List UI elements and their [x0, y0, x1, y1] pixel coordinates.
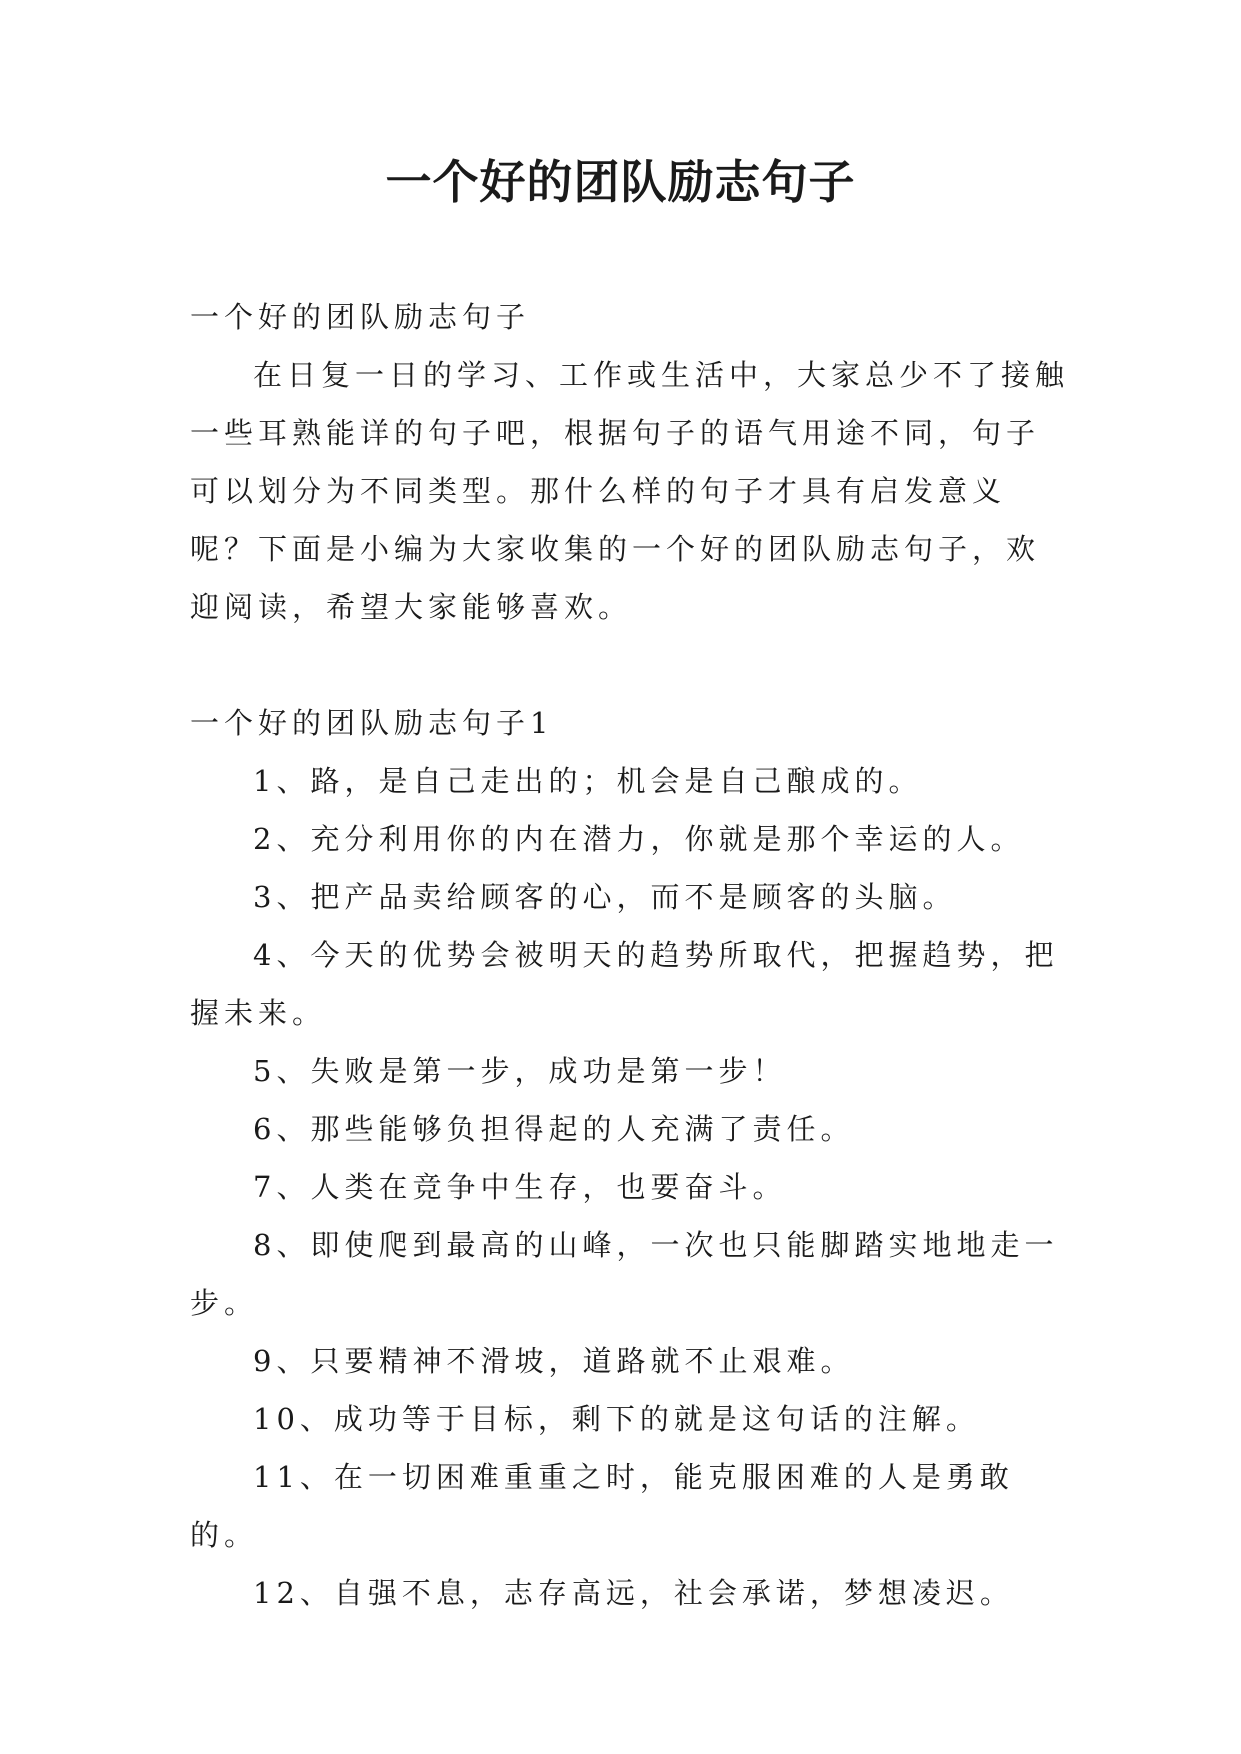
list-item: 6、那些能够负担得起的人充满了责任。 — [253, 1112, 855, 1146]
section-heading: 一个好的团队励志句子1 — [190, 706, 554, 740]
document-body — [190, 288, 1070, 1622]
list-item: 2、充分利用你的内在潜力，你就是那个幸运的人。 — [253, 822, 1025, 856]
paragraph-spacer — [190, 636, 1070, 694]
list-item: 1、路，是自己走出的；机会是自己酿成的。 — [253, 764, 923, 798]
list-item: 7、人类在竞争中生存，也要奋斗。 — [253, 1170, 787, 1204]
intro-paragraph: 在日复一日的学习、工作或生活中，大家总少不了接触一些耳熟能详的句子吧，根据句子的语气用途不同，句子可以划分为不同类型。那什么样的句子才具有启发意义呢？下面是小编为大家收集的一个好的团队励志句子，欢迎阅读，希望大家能够喜欢。 — [190, 358, 1070, 624]
document-title: 一个好的团队励志句子 — [385, 155, 856, 209]
intro-heading: 一个好的团队励志句子 — [190, 300, 531, 334]
list-item: 3、把产品卖给顾客的心，而不是顾客的头脑。 — [253, 880, 957, 914]
list-item: 5、失败是第一步，成功是第一步！ — [253, 1054, 787, 1088]
list-item: 10、成功等于目标，剩下的就是这句话的注解。 — [253, 1402, 980, 1436]
list-item: 11、在一切困难重重之时，能克服困难的人是勇敢的。 — [190, 1460, 1014, 1552]
list-item: 12、自强不息，志存高远，社会承诺，梦想凌迟。 — [253, 1576, 1014, 1610]
list-item: 4、今天的优势会被明天的趋势所取代，把握趋势，把握未来。 — [190, 938, 1059, 1030]
list-item: 8、即使爬到最高的山峰，一次也只能脚踏实地地走一步。 — [190, 1228, 1059, 1320]
list-item: 9、只要精神不滑坡，道路就不止艰难。 — [253, 1344, 855, 1378]
